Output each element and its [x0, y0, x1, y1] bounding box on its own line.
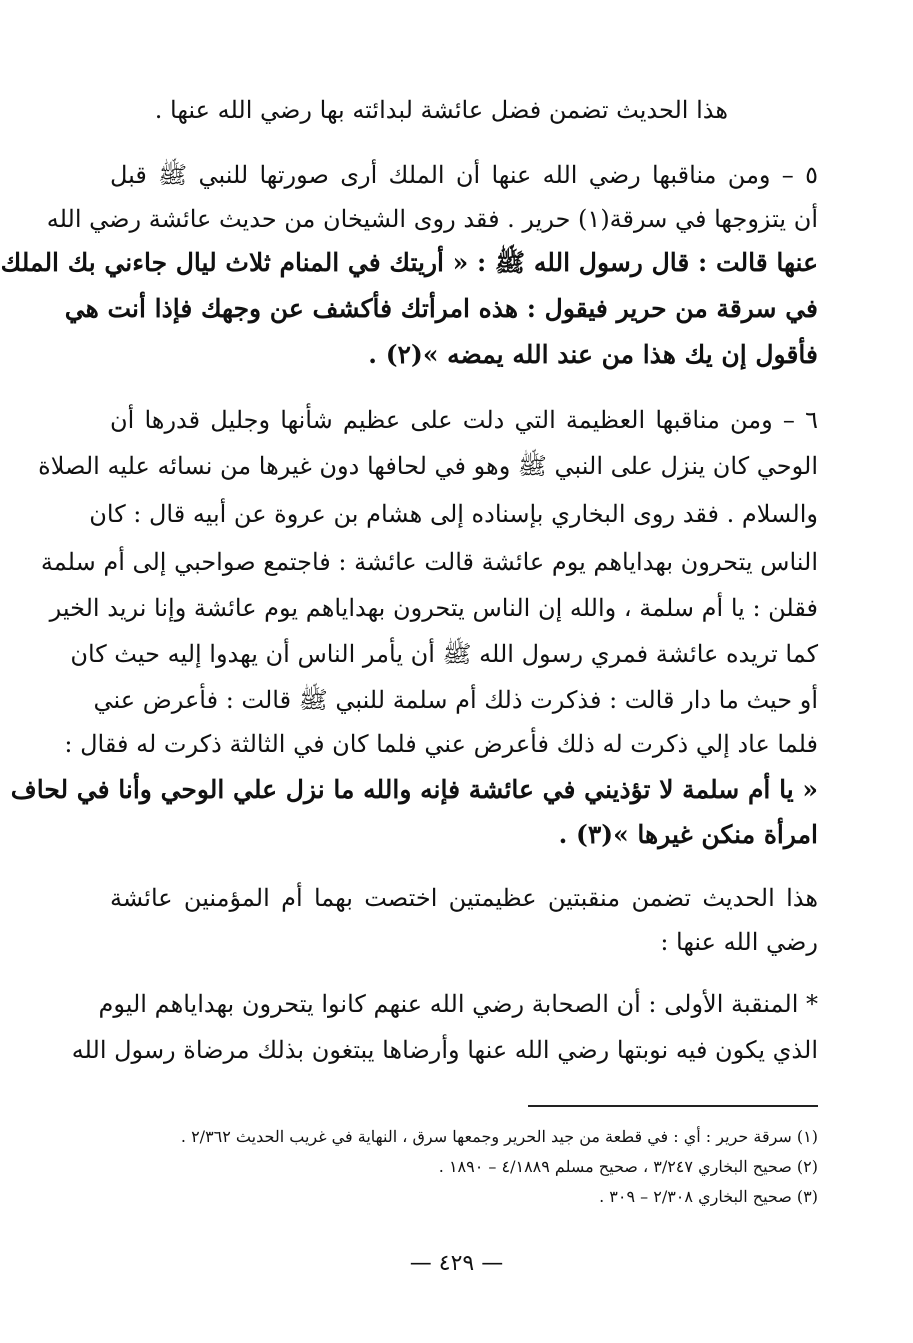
footnote: (٢) صحيح البخاري ٣/٢٤٧ ، صحيح مسلم ٤/١٨٨٩ – ١٨٩٠ .	[438, 1157, 818, 1176]
body-line: والسلام . فقد روى البخاري بإسناده إلى هشام بن عروة عن أبيه قال : كان	[89, 500, 818, 528]
body-line: هذا الحديث تضمن منقبتين عظيمتين اختصت بهما أم المؤمنين عائشة	[110, 884, 818, 912]
body-line: في سرقة من حرير فيقول : هذه امرأتك فأكشف عن وجهك فإذا أنت هي	[64, 294, 818, 323]
footnote: (٣) صحيح البخاري ٢/٣٠٨ – ٣٠٩ .	[599, 1187, 818, 1206]
body-line: الوحي كان ينزل على النبي ﷺ وهو في لحافها دون غيرها من نسائه عليه الصلاة	[38, 452, 818, 480]
body-line: عنها قالت : قال رسول الله ﷺ : « أريتك في المنام ثلاث ليال جاءني بك الملك	[0, 248, 818, 277]
footnote: (١) سرقة حرير : أي : في قطعة من جيد الحرير وجمعها سرق ، النهاية في غريب الحديث ٢/٣٦٢ .	[180, 1127, 818, 1146]
footnote-separator	[528, 1105, 818, 1107]
body-line: أن يتزوجها في سرقة(١) حرير . فقد روى الشيخان من حديث عائشة رضي الله	[46, 205, 818, 233]
body-line: * المنقبة الأولى : أن الصحابة رضي الله عنهم كانوا يتحرون بهداياهم اليوم	[98, 990, 818, 1018]
body-line: الذي يكون فيه نوبتها رضي الله عنها وأرضاها يبتغون بذلك مرضاة رسول الله	[71, 1036, 818, 1064]
body-line: أو حيث ما دار قالت : فذكرت ذلك أم سلمة للنبي ﷺ قالت : فأعرض عني	[93, 686, 818, 714]
page-number: — ٤٢٩ —	[409, 1251, 504, 1276]
body-line: كما تريده عائشة فمري رسول الله ﷺ أن يأمر الناس أن يهدوا إليه حيث كان	[70, 640, 818, 668]
body-line: رضي الله عنها :	[660, 928, 818, 956]
body-line: هذا الحديث تضمن فضل عائشة لبدائته بها رضي الله عنها .	[154, 96, 728, 124]
body-line: الناس يتحرون بهداياهم يوم عائشة قالت عائشة : فاجتمع صواحبي إلى أم سلمة	[40, 548, 818, 576]
body-line: فأقول إن يك هذا من عند الله يمضه »(٢) .	[368, 340, 818, 369]
body-line: فلما عاد إلي ذكرت له ذلك فأعرض عني فلما كان في الثالثة ذكرت له فقال :	[64, 730, 818, 758]
body-line: « يا أم سلمة لا تؤذيني في عائشة فإنه والله ما نزل علي الوحي وأنا في لحاف	[10, 775, 818, 804]
body-line: فقلن : يا أم سلمة ، والله إن الناس يتحرون بهداياهم يوم عائشة وإنا نريد الخير	[49, 594, 818, 622]
body-line: ٦ – ومن مناقبها العظيمة التي دلت على عظيم شأنها وجليل قدرها أن	[110, 406, 818, 434]
body-line: امرأة منكن غيرها »(٣) .	[558, 820, 818, 849]
body-line: ٥ – ومن مناقبها رضي الله عنها أن الملك أرى صورتها للنبي ﷺ قبل	[110, 161, 818, 189]
